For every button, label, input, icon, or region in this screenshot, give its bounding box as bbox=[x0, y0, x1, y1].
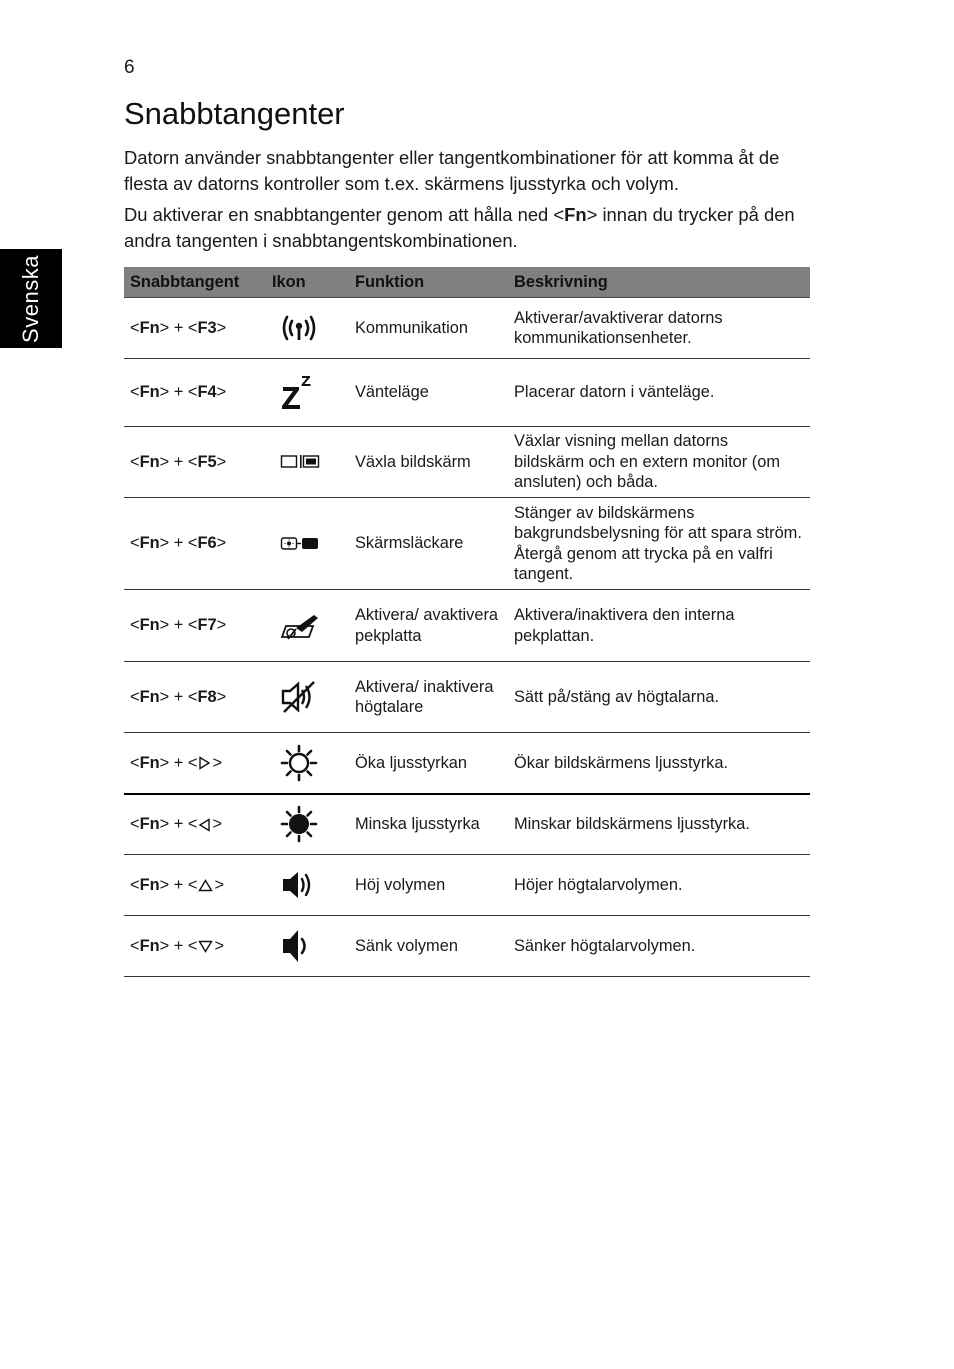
icon-cell bbox=[266, 590, 349, 662]
speaker-mute-icon bbox=[280, 680, 343, 714]
hotkey-plus: + bbox=[173, 753, 184, 772]
arrow-left-icon bbox=[198, 818, 211, 832]
description-cell: Ökar bildskärmens ljusstyrka. bbox=[508, 733, 810, 794]
volume-up-icon bbox=[280, 868, 343, 902]
page-number: 6 bbox=[124, 57, 135, 78]
hotkey-plus: + bbox=[173, 318, 184, 337]
hotkey-plus: + bbox=[173, 687, 184, 706]
table-row bbox=[124, 359, 810, 427]
hotkey-plus: + bbox=[173, 936, 184, 955]
wireless-icon bbox=[280, 313, 343, 343]
hotkey-fkey: F8 bbox=[197, 687, 217, 706]
activation-key: Fn bbox=[564, 204, 587, 225]
hotkey-cell: <Fn> + < > bbox=[124, 916, 266, 977]
hotkey-fn: Fn bbox=[139, 753, 160, 772]
description-cell: Aktivera/inaktivera den interna pekplattan. bbox=[508, 590, 810, 662]
function-cell: Höj volymen bbox=[349, 855, 508, 916]
sleep-icon bbox=[280, 374, 343, 412]
hotkey-plus: + bbox=[173, 875, 184, 894]
function-cell: Skärmsläckare bbox=[349, 498, 508, 590]
function-cell: Minska ljusstyrka bbox=[349, 794, 508, 855]
hotkey-cell: <Fn> + <F5> bbox=[124, 427, 266, 498]
header-function: Funktion bbox=[349, 267, 508, 298]
intro-paragraph: Datorn använder snabbtangenter eller tangentkombinationer för att komma åt de flesta av datorns kontroller som t.ex. skärmens ljusstyrka och volym. bbox=[124, 147, 780, 194]
hotkey-cell: <Fn> + <F7> bbox=[124, 590, 266, 662]
hotkey-plus: + bbox=[173, 616, 184, 635]
hotkey-cell: <Fn> + < > bbox=[124, 733, 266, 794]
icon-cell bbox=[266, 794, 349, 855]
hotkey-cell: <Fn> + < > bbox=[124, 855, 266, 916]
hotkey-fn: Fn bbox=[139, 534, 160, 553]
screen-blank-icon bbox=[280, 536, 343, 552]
hotkey-cell: <Fn> + < > bbox=[124, 794, 266, 855]
hotkey-fkey: F5 bbox=[197, 452, 217, 471]
hotkey-cell: <Fn> + <F4> bbox=[124, 359, 266, 427]
table-row bbox=[124, 498, 810, 590]
table-row bbox=[124, 590, 810, 662]
hotkey-fkey: F6 bbox=[197, 534, 217, 553]
activation-text-before: Du aktiverar en snabbtangenter genom att hålla ned < bbox=[124, 204, 565, 225]
description-cell: Sätt på/stäng av högtalarna. bbox=[508, 662, 810, 733]
description-cell: Sänker högtalarvolymen. bbox=[508, 916, 810, 977]
function-cell: Aktivera/ inaktivera högtalare bbox=[349, 662, 508, 733]
description-cell: Stänger av bildskärmens bakgrundsbelysning för att spara ström. Återgå genom att trycka på en valfri tangent. bbox=[508, 498, 810, 590]
header-description: Beskrivning bbox=[508, 267, 810, 298]
hotkey-plus: + bbox=[173, 815, 184, 833]
icon-cell bbox=[266, 855, 349, 916]
hotkey-fn: Fn bbox=[139, 616, 160, 635]
hotkey-fn: Fn bbox=[139, 815, 160, 833]
table-header-row bbox=[124, 267, 810, 298]
hotkey-fn: Fn bbox=[139, 687, 160, 706]
brightness-down-icon bbox=[280, 805, 343, 843]
function-cell: Öka ljusstyrkan bbox=[349, 733, 508, 794]
function-cell: Vänteläge bbox=[349, 359, 508, 427]
hotkey-cell: <Fn> + <F6> bbox=[124, 498, 266, 590]
hotkey-cell: <Fn> + <F8> bbox=[124, 662, 266, 733]
function-cell: Växla bildskärm bbox=[349, 427, 508, 498]
arrow-down-icon bbox=[198, 940, 213, 953]
function-cell: Aktivera/ avaktivera pekplatta bbox=[349, 590, 508, 662]
function-cell: Sänk volymen bbox=[349, 916, 508, 977]
activation-paragraph bbox=[124, 202, 824, 254]
table-row bbox=[124, 733, 810, 794]
description-cell: Aktiverar/avaktiverar datorns kommunikationsenheter. bbox=[508, 298, 810, 359]
arrow-up-icon bbox=[198, 879, 213, 892]
function-cell: Kommunikation bbox=[349, 298, 508, 359]
brightness-up-icon bbox=[280, 744, 343, 782]
touchpad-toggle-icon bbox=[280, 612, 343, 640]
description-cell: Minskar bildskärmens ljusstyrka. bbox=[508, 794, 810, 855]
icon-cell bbox=[266, 498, 349, 590]
description-cell: Höjer högtalarvolymen. bbox=[508, 855, 810, 916]
icon-cell bbox=[266, 662, 349, 733]
description-cell: Placerar datorn i vänteläge. bbox=[508, 359, 810, 427]
icon-cell bbox=[266, 298, 349, 359]
table-row bbox=[124, 298, 810, 359]
volume-down-icon bbox=[280, 927, 343, 965]
icon-cell bbox=[266, 427, 349, 498]
activation-text-after: > innan du trycker på den andra tangenten i snabbtangentskombinationen. bbox=[124, 204, 795, 251]
hotkey-fkey: F3 bbox=[197, 318, 217, 337]
icon-cell bbox=[266, 733, 349, 794]
hotkey-fn: Fn bbox=[139, 875, 160, 894]
hotkey-fn: Fn bbox=[139, 452, 160, 471]
table-row bbox=[124, 427, 810, 498]
page-title: Snabbtangenter bbox=[124, 96, 345, 131]
table-row bbox=[124, 794, 810, 855]
header-icon: Ikon bbox=[266, 267, 349, 298]
icon-cell bbox=[266, 359, 349, 427]
table-row bbox=[124, 855, 810, 916]
hotkey-fn: Fn bbox=[139, 936, 160, 955]
language-tab bbox=[0, 249, 62, 348]
hotkey-plus: + bbox=[173, 452, 184, 471]
hotkey-plus: + bbox=[173, 534, 184, 553]
description-cell: Växlar visning mellan datorns bildskärm och en extern monitor (om ansluten) och båda. bbox=[508, 427, 810, 498]
hotkey-fn: Fn bbox=[139, 383, 160, 402]
hotkey-fn: Fn bbox=[139, 318, 160, 337]
display-toggle-icon bbox=[280, 454, 343, 470]
hotkey-table bbox=[124, 267, 810, 977]
table-row bbox=[124, 662, 810, 733]
hotkey-fkey: F4 bbox=[197, 383, 217, 402]
header-hotkey: Snabbtangent bbox=[124, 267, 266, 298]
hotkey-cell: <Fn> + <F3> bbox=[124, 298, 266, 359]
hotkey-plus: + bbox=[173, 383, 184, 402]
hotkey-fkey: F7 bbox=[197, 616, 217, 635]
arrow-right-icon bbox=[198, 756, 211, 770]
table-row bbox=[124, 916, 810, 977]
icon-cell bbox=[266, 916, 349, 977]
language-tab-label: Svenska bbox=[18, 254, 44, 343]
